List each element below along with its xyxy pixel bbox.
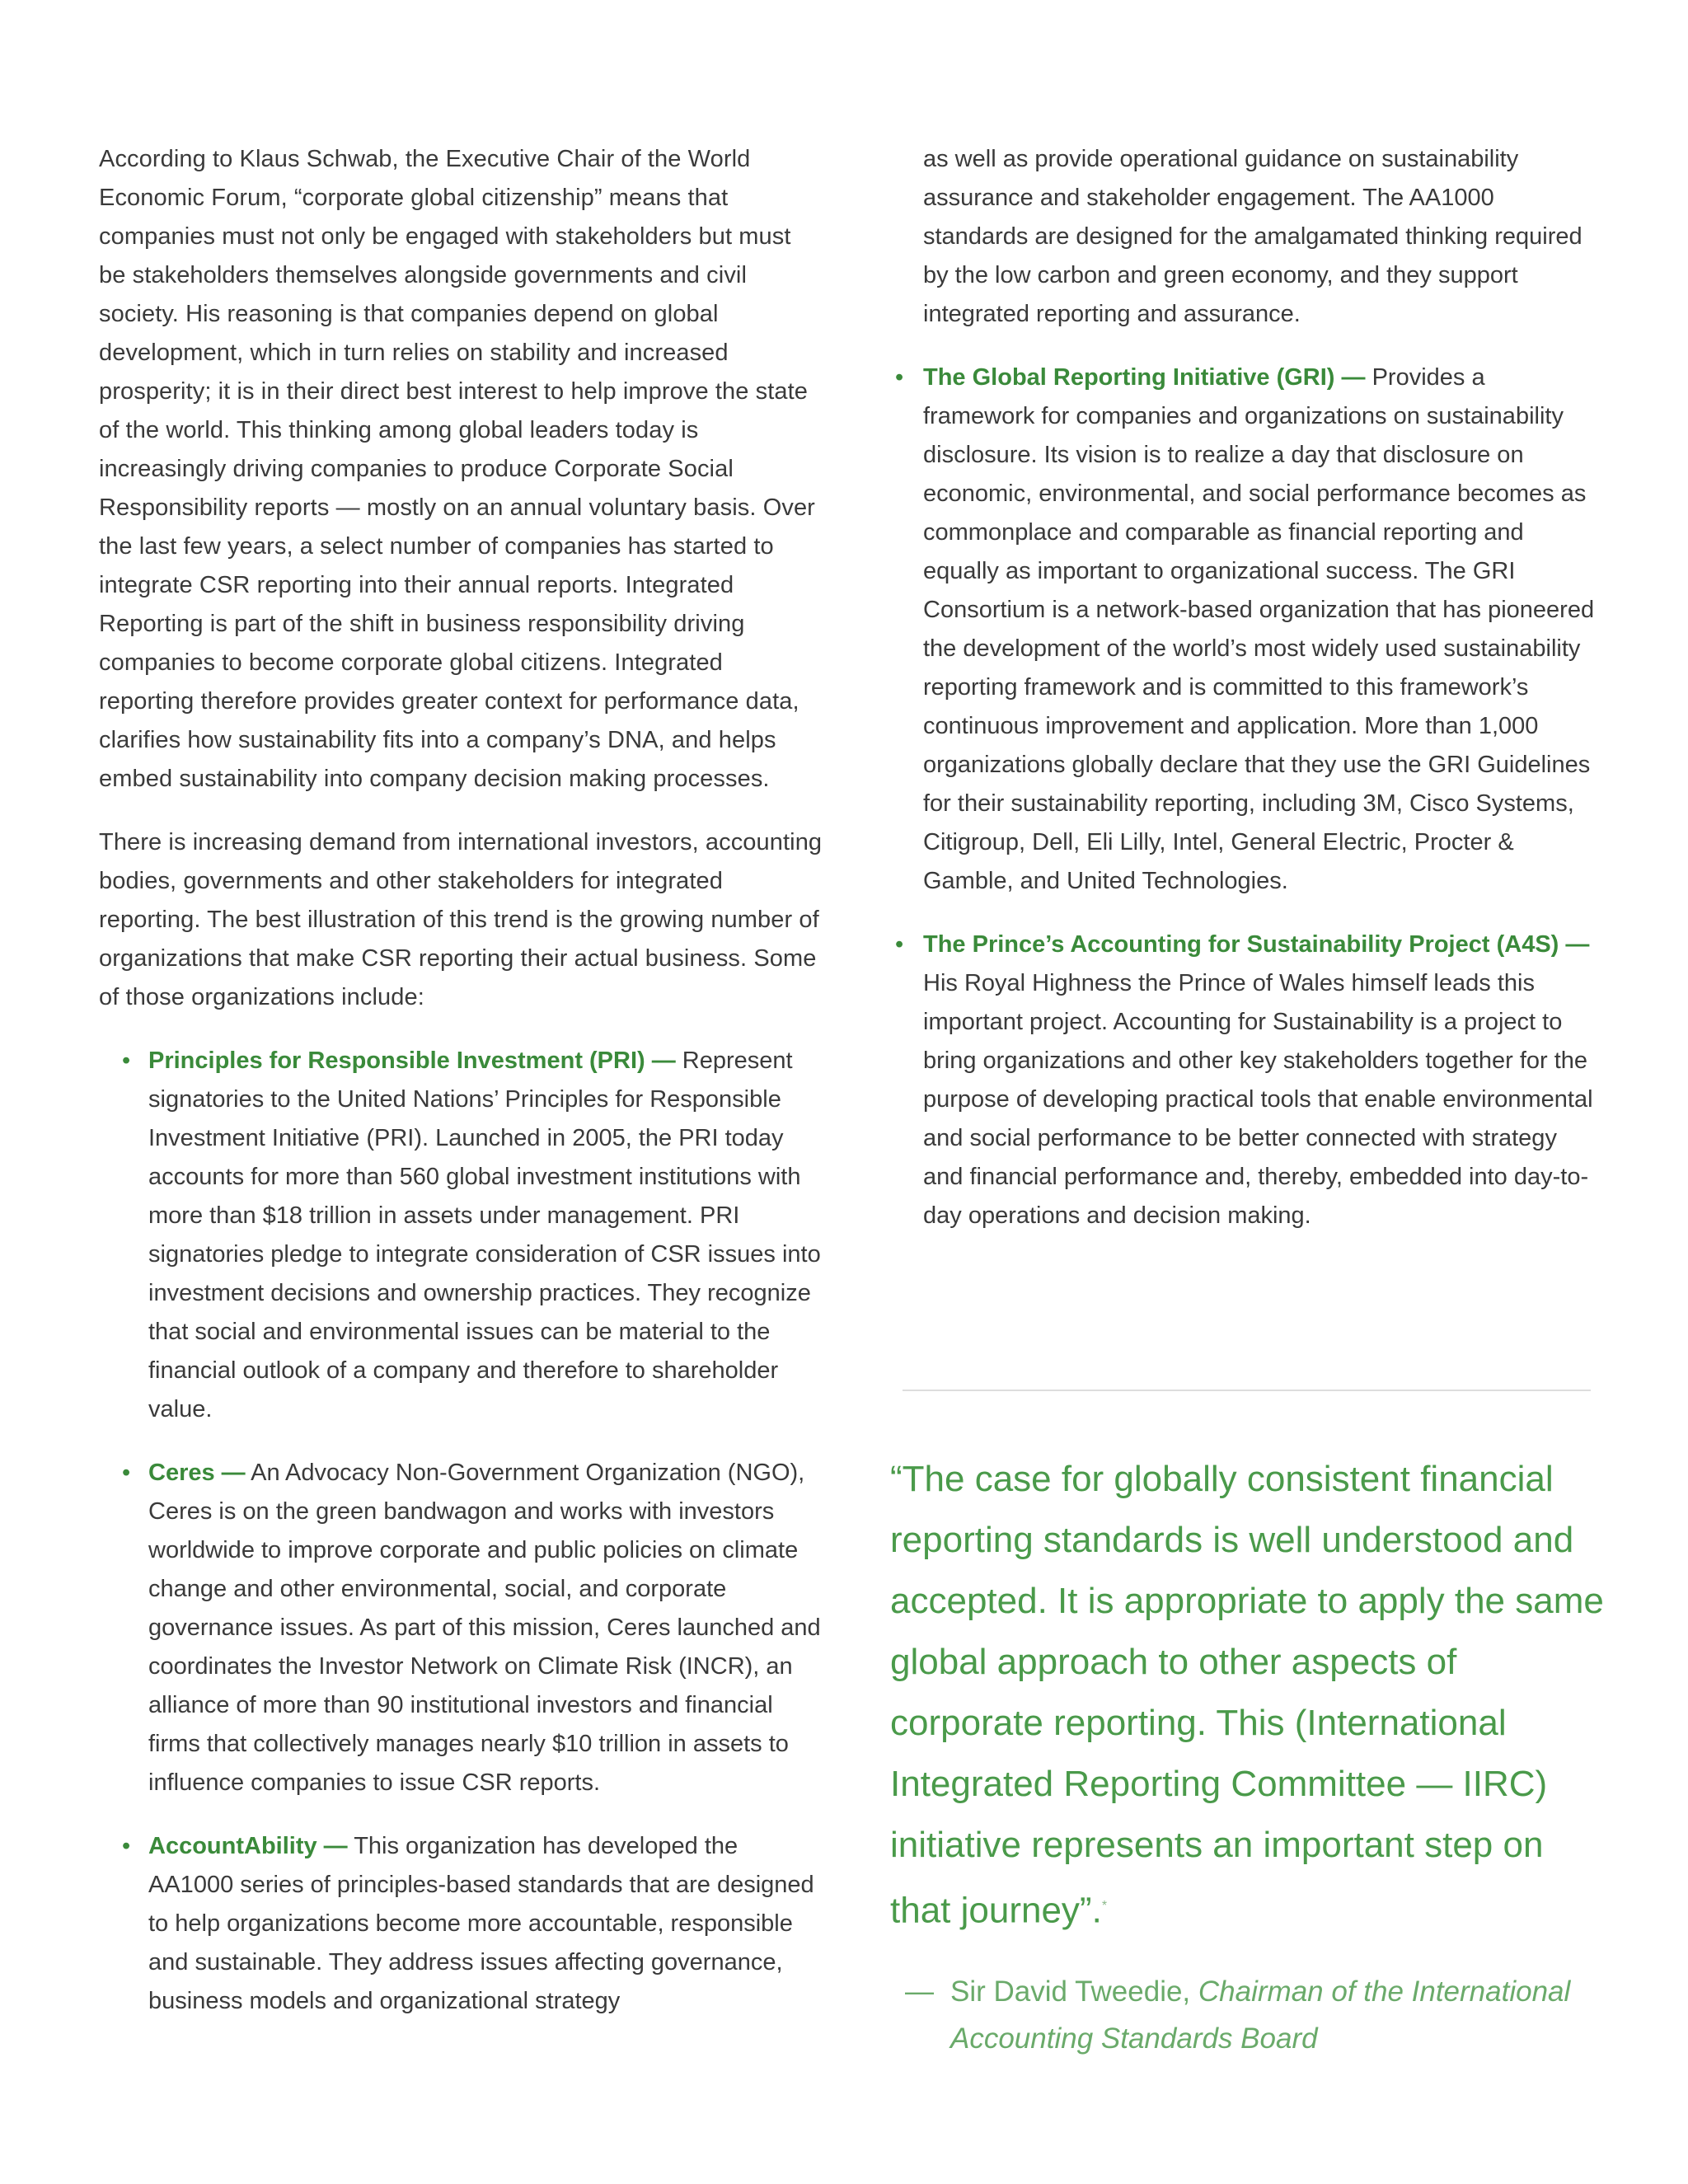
accountability-continuation: as well as provide operational guidance on sustainability assurance and stakeholder engagement. The AA1000 standards are designed for the amalgamated thinking required by the low carbon and green economy, and they support integrated reporting and assurance. bbox=[923, 146, 1582, 327]
list-item-text: This organization has developed the AA1000 series of principles-based standards that are designed to help organizations become more accountable, responsible and sustainable. They address issues affecting governance, business models and organizational strategy bbox=[148, 1833, 814, 2014]
list-item-text: An Advocacy Non-Government Organization (NGO), Ceres is on the green bandwagon and works with investors worldwide to improve corporate and public policies on climate change and other environmental, social, and corporate governance issues. As part of this mission, Ceres launched and coordinates the Investor Network on Climate Risk (INCR), an alliance of more than 90 institutional investors and financial firms that collectively manages nearly $10 trillion in assets to influence companies to issue CSR reports. bbox=[148, 1460, 821, 1796]
left-column bbox=[99, 140, 824, 2046]
organizations-list-continued bbox=[895, 359, 1599, 1235]
list-item-term: Ceres — bbox=[148, 1460, 246, 1486]
list-item-text: His Royal Highness the Prince of Wales himself leads this important project. Accounting for Sustainability is a project to bring organizations and other key stakeholders together for the purpose of developing practical tools that enable environmental and social performance to be better connected with strategy and financial performance and, thereby, embedded into day-to-day operations and decision making. bbox=[923, 970, 1593, 1229]
list-item-term: AccountAbility — bbox=[148, 1833, 348, 1859]
list-item-gri bbox=[895, 359, 1599, 901]
quote-author-title: Chairman of the International Accounting Standards Board bbox=[950, 1975, 1571, 2055]
bullet-icon: • bbox=[122, 1047, 131, 1074]
list-item-text: Represent signatories to the United Nations’ Principles for Responsible Investment Initiative (PRI). Launched in 2005, the PRI today accounts for more than 560 global investment institutions with more than $18 trillion in assets under management. PRI signatories pledge to integrate consideration of CSR issues into investment decisions and ownership practices. They recognize that social and environmental issues can be material to the financial outlook of a company and therefore to shareholder value. bbox=[148, 1047, 821, 1422]
list-item-term: Principles for Responsible Investment (PRI) — bbox=[148, 1047, 676, 1074]
intro-paragraph: According to Klaus Schwab, the Executive Chair of the World Economic Forum, “corporate global citizenship” means that companies must not only be engaged with stakeholders but must be stakeholders themselves alongside governments and civil society. His reasoning is that companies depend on global development, which in turn relies on stability and increased prosperity; it is in their direct best interest to help improve the state of the world. This thinking among global leaders today is increasingly driving companies to produce Corporate Social Responsibility reports — mostly on an annual voluntary basis. Over the last few years, a select number of companies has started to integrate CSR reporting into their annual reports. Integrated Reporting is part of the shift in business responsibility driving companies to become corporate global citizens. Integrated reporting therefore provides greater context for performance data, clarifies how sustainability fits into a company’s DNA, and helps embed sustainability into company decision making processes. bbox=[99, 146, 815, 792]
quote-attribution bbox=[905, 1968, 1614, 2062]
list-item-term: The Prince’s Accounting for Sustainability Project (A4S) — bbox=[923, 931, 1590, 958]
list-item-accountability bbox=[99, 1827, 824, 2021]
divider bbox=[903, 1390, 1591, 1391]
list-item-pri bbox=[99, 1042, 824, 1429]
organizations-list bbox=[99, 1042, 824, 2021]
demand-paragraph: There is increasing demand from international investors, accounting bodies, governments and other stakeholders for integrated reporting. The best illustration of this trend is the growing number of organizations that make CSR reporting their actual business. Some of those organizations include: bbox=[99, 829, 823, 1010]
attribution-dash: — bbox=[905, 1975, 934, 2008]
quote-author: Sir David Tweedie, bbox=[950, 1975, 1191, 2008]
attribution-text bbox=[905, 1968, 1614, 2062]
footnote-mark: * bbox=[1101, 1899, 1108, 1913]
right-column bbox=[895, 140, 1599, 1260]
bullet-icon: • bbox=[895, 931, 904, 958]
pull-quote-text: “The case for globally consistent financial reporting standards is well understood and accepted. It is appropriate to apply the same global approach to other aspects of corporate reporting. This (International Integrated Reporting Committee — IIRC) initiative represents an important step on that journey”. bbox=[890, 1459, 1604, 1931]
bullet-icon: • bbox=[122, 1833, 131, 1859]
list-item-term: The Global Reporting Initiative (GRI) — bbox=[923, 364, 1366, 391]
bullet-icon: • bbox=[122, 1460, 131, 1486]
list-item-ceres bbox=[99, 1454, 824, 1802]
bullet-icon: • bbox=[895, 364, 904, 391]
list-item-a4s bbox=[895, 926, 1599, 1235]
pull-quote bbox=[890, 1449, 1607, 1942]
list-item-text: Provides a framework for companies and organizations on sustainability disclosure. Its vision is to realize a day that disclosure on economic, environmental, and social performance becomes as commonplace and comparable as financial reporting and equally as important to organizational success. The GRI Consortium is a network-based organization that has pioneered the development of the world’s most widely used sustainability reporting framework and is committed to this framework’s continuous improvement and application. More than 1,000 organizations globally declare that they use the GRI Guidelines for their sustainability reporting, including 3M, Cisco Systems, Citigroup, Dell, Eli Lilly, Intel, General Electric, Procter & Gamble, and United Technologies. bbox=[923, 364, 1595, 894]
